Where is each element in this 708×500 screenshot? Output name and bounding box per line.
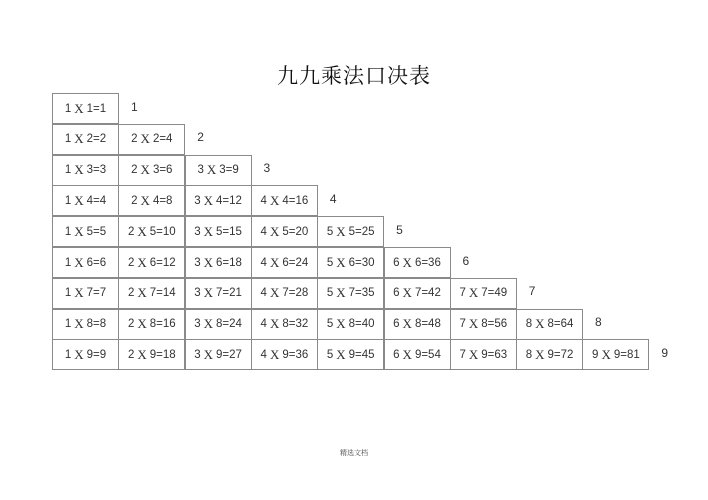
product-expression: 3=3 — [86, 164, 107, 177]
multiplicand: 1 — [64, 225, 72, 238]
product-expression: 4=8 — [152, 194, 173, 207]
table-cell — [516, 309, 583, 340]
table-cell — [52, 216, 119, 247]
multiplicand: 5 — [326, 287, 334, 300]
table-cell — [317, 339, 384, 370]
table-cell — [251, 216, 318, 247]
row-number-label: 9 — [661, 345, 669, 360]
product-expression: 8=32 — [282, 318, 309, 331]
times-symbol: X — [74, 254, 84, 270]
product-expression: 8=40 — [348, 318, 375, 331]
multiplicand: 7 — [459, 348, 466, 361]
multiplicand: 2 — [127, 225, 135, 238]
product-expression: 6=36 — [414, 256, 441, 269]
table-cell — [118, 124, 185, 155]
product-expression: 9=18 — [149, 348, 176, 361]
table-cell — [251, 247, 318, 278]
times-symbol: X — [137, 223, 147, 239]
times-symbol: X — [269, 346, 280, 362]
table-cell — [384, 278, 451, 309]
table-cell — [52, 309, 119, 340]
product-expression: 9=36 — [282, 348, 309, 361]
times-symbol: X — [336, 254, 346, 270]
table-cell — [118, 247, 185, 278]
table-cell — [384, 339, 451, 370]
multiplicand: 3 — [194, 318, 201, 331]
table-cell — [52, 124, 119, 155]
multiplicand: 2 — [131, 133, 138, 146]
product-expression: 6=24 — [282, 256, 309, 269]
times-symbol: X — [535, 346, 545, 362]
multiplicand: 3 — [194, 256, 201, 269]
times-symbol: X — [74, 131, 84, 147]
times-symbol: X — [269, 254, 280, 270]
table-cell — [317, 278, 384, 309]
table-cell — [317, 216, 384, 247]
product-expression: 6=18 — [216, 256, 242, 269]
multiplicand: 4 — [260, 318, 267, 331]
product-expression: 7=14 — [149, 287, 176, 300]
product-expression: 8=56 — [481, 318, 508, 331]
multiplicand: 4 — [260, 194, 267, 207]
multiplicand: 9 — [592, 348, 599, 361]
times-symbol: X — [206, 162, 217, 178]
row-number-label: 3 — [263, 161, 271, 176]
product-expression: 8=16 — [149, 318, 176, 331]
times-symbol: X — [402, 346, 412, 362]
multiplicand: 8 — [525, 318, 533, 331]
table-cell — [52, 339, 119, 370]
table-cell — [384, 247, 451, 278]
row-number-label: 8 — [595, 315, 602, 330]
times-symbol: X — [140, 192, 150, 208]
table-cell — [251, 339, 318, 370]
product-expression: 9=81 — [613, 348, 640, 361]
product-expression: 7=42 — [414, 287, 441, 300]
multiplicand: 6 — [393, 318, 400, 331]
times-symbol: X — [203, 346, 214, 362]
times-symbol: X — [74, 285, 84, 301]
product-expression: 5=5 — [86, 225, 107, 238]
table-cell — [251, 278, 318, 309]
table-cell — [185, 339, 252, 370]
multiplicand: 8 — [525, 348, 533, 361]
table-cell — [317, 247, 384, 278]
times-symbol: X — [137, 316, 147, 332]
times-symbol: X — [269, 285, 280, 301]
times-symbol: X — [74, 223, 84, 239]
table-cell — [118, 155, 185, 186]
product-expression: 8=64 — [547, 318, 574, 331]
table-cell — [118, 309, 185, 340]
product-expression: 9=54 — [414, 348, 441, 361]
product-expression: 2=2 — [86, 133, 107, 146]
product-expression: 5=20 — [282, 225, 309, 238]
product-expression: 3=9 — [219, 164, 239, 177]
multiplicand: 3 — [194, 348, 201, 361]
table-cell — [52, 185, 119, 216]
multiplicand: 3 — [194, 194, 201, 207]
multiplicand: 6 — [393, 256, 400, 269]
times-symbol: X — [468, 316, 479, 332]
multiplicand: 1 — [64, 287, 72, 300]
product-expression: 4=12 — [216, 194, 242, 207]
multiplicand: 1 — [64, 348, 72, 361]
multiplicand: 5 — [326, 348, 334, 361]
page-footer: 精选文档 — [340, 449, 368, 457]
table-cell — [185, 216, 252, 247]
row-number-label: 5 — [396, 222, 403, 237]
row-number-label: 1 — [130, 99, 138, 114]
product-expression: 6=6 — [86, 256, 107, 269]
times-symbol: X — [74, 316, 84, 332]
product-expression: 4=16 — [282, 194, 309, 207]
multiplicand: 7 — [459, 318, 466, 331]
multiplicand: 7 — [459, 287, 466, 300]
product-expression: 8=8 — [86, 318, 107, 331]
table-cell — [317, 309, 384, 340]
multiplicand: 1 — [64, 194, 72, 207]
product-expression: 8=24 — [216, 318, 242, 331]
times-symbol: X — [140, 162, 150, 178]
multiplicand: 6 — [393, 287, 400, 300]
table-cell — [52, 278, 119, 309]
times-symbol: X — [336, 316, 346, 332]
product-expression: 9=9 — [86, 348, 107, 361]
times-symbol: X — [137, 346, 147, 362]
table-cell — [516, 339, 583, 370]
times-symbol: X — [269, 223, 280, 239]
multiplicand: 3 — [194, 287, 201, 300]
times-symbol: X — [402, 254, 412, 270]
times-symbol: X — [137, 254, 147, 270]
table-cell — [450, 309, 517, 340]
row-number-label: 4 — [329, 191, 337, 206]
times-symbol: X — [402, 316, 412, 332]
product-expression: 5=10 — [149, 225, 176, 238]
table-cell — [185, 185, 252, 216]
table-cell — [52, 93, 119, 124]
multiplicand: 3 — [194, 225, 201, 238]
multiplicand: 5 — [326, 318, 334, 331]
times-symbol: X — [203, 254, 214, 270]
table-cell — [118, 278, 185, 309]
times-symbol: X — [468, 346, 479, 362]
times-symbol: X — [535, 316, 545, 332]
times-symbol: X — [203, 223, 214, 239]
multiplicand: 5 — [326, 225, 334, 238]
product-expression: 9=45 — [348, 348, 375, 361]
multiplicand: 4 — [260, 256, 267, 269]
table-cell — [52, 155, 119, 186]
multiplicand: 6 — [393, 348, 400, 361]
times-symbol: X — [203, 192, 214, 208]
times-symbol: X — [269, 316, 280, 332]
multiplicand: 2 — [131, 164, 138, 177]
table-cell — [118, 339, 185, 370]
table-cell — [118, 216, 185, 247]
multiplicand: 1 — [64, 102, 72, 115]
times-symbol: X — [601, 346, 611, 362]
row-number-label: 6 — [462, 253, 470, 268]
row-number-label: 7 — [528, 284, 536, 299]
times-symbol: X — [203, 316, 214, 332]
multiplicand: 2 — [131, 194, 138, 207]
page-title: 九九乘法口决表 — [277, 64, 431, 88]
multiplicand: 2 — [127, 318, 135, 331]
product-expression: 7=7 — [86, 287, 107, 300]
table-cell — [582, 339, 649, 370]
multiplicand: 1 — [64, 256, 72, 269]
product-expression: 2=4 — [152, 133, 173, 146]
product-expression: 7=49 — [481, 287, 508, 300]
table-cell — [118, 185, 185, 216]
multiplicand: 2 — [127, 256, 135, 269]
product-expression: 7=35 — [348, 287, 375, 300]
table-cell — [384, 309, 451, 340]
product-expression: 5=25 — [348, 225, 375, 238]
table-cell — [450, 278, 517, 309]
times-symbol: X — [468, 285, 479, 301]
table-cell — [185, 278, 252, 309]
product-expression: 7=21 — [216, 287, 242, 300]
table-cell — [251, 309, 318, 340]
row-number-label: 2 — [197, 130, 204, 145]
times-symbol: X — [336, 285, 346, 301]
times-symbol: X — [336, 223, 346, 239]
times-symbol: X — [74, 100, 84, 116]
multiplicand: 1 — [64, 164, 72, 177]
multiplicand: 4 — [260, 348, 267, 361]
table-cell — [185, 309, 252, 340]
multiplicand: 1 — [64, 133, 72, 146]
table-cell — [52, 247, 119, 278]
times-symbol: X — [140, 131, 150, 147]
times-symbol: X — [269, 192, 280, 208]
multiplicand: 2 — [127, 287, 135, 300]
multiplicand: 1 — [64, 318, 72, 331]
times-symbol: X — [74, 162, 84, 178]
product-expression: 6=12 — [149, 256, 176, 269]
times-symbol: X — [74, 192, 84, 208]
product-expression: 7=28 — [282, 287, 309, 300]
multiplicand: 4 — [260, 287, 267, 300]
times-symbol: X — [203, 285, 214, 301]
table-cell — [450, 339, 517, 370]
multiplicand: 4 — [260, 225, 267, 238]
product-expression: 8=48 — [414, 318, 441, 331]
table-cell — [185, 247, 252, 278]
product-expression: 5=15 — [216, 225, 242, 238]
times-symbol: X — [402, 285, 412, 301]
product-expression: 9=27 — [216, 348, 242, 361]
multiplicand: 3 — [197, 164, 204, 177]
product-expression: 6=30 — [348, 256, 375, 269]
product-expression: 9=63 — [481, 348, 508, 361]
multiplicand: 5 — [326, 256, 334, 269]
product-expression: 3=6 — [152, 164, 173, 177]
times-symbol: X — [336, 346, 346, 362]
times-symbol: X — [137, 285, 147, 301]
multiplicand: 2 — [127, 348, 135, 361]
table-cell — [185, 155, 252, 186]
product-expression: 4=4 — [86, 194, 107, 207]
product-expression: 9=72 — [547, 348, 574, 361]
table-cell — [251, 185, 318, 216]
times-symbol: X — [74, 346, 84, 362]
product-expression: 1=1 — [86, 102, 107, 115]
